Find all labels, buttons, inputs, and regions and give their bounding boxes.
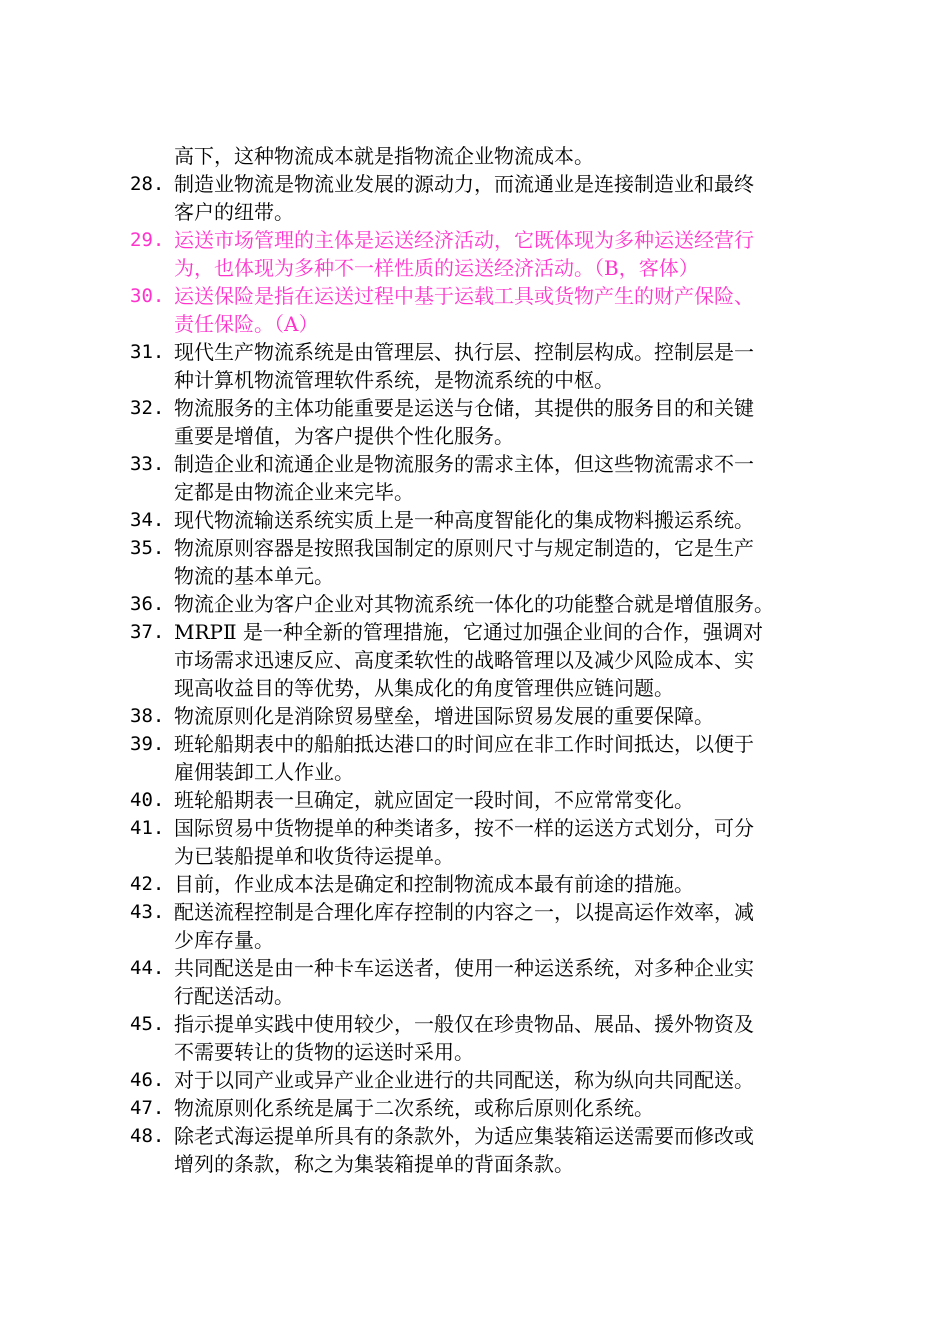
list-item — [130, 534, 830, 590]
item-number: 41. — [130, 817, 165, 839]
item-number: 42. — [130, 873, 165, 895]
list-item — [130, 730, 830, 786]
item-text: 对于以同产业或异产业企业进行的共同配送，称为纵向共同配送。 — [174, 1068, 754, 1092]
item-text: MRPⅡ 是一种全新的管理措施，它通过加强企业间的合作，强调对 市场需求迅速反应、高度柔软性的战略管理以及减少风险成本、实 现高收益目的等优势，从集成化的角度管理供应链问题。 — [174, 620, 763, 700]
item-text: 高下，这种物流成本就是指物流企业物流成本。 — [174, 144, 594, 168]
item-number: 34. — [130, 509, 165, 531]
item-text: 现代生产物流系统是由管理层、执行层、控制层构成。控制层是一 种计算机物流管理软件系统，是物流系统的中枢。 — [174, 340, 754, 392]
item-text: 物流原则化是消除贸易壁垒，增进国际贸易发展的重要保障。 — [174, 704, 714, 728]
item-text: 运送市场管理的主体是运送经济活动，它既体现为多种运送经营行 为，也体现为多种不一样性质的运送经济活动。（B，客体） — [174, 228, 754, 280]
item-number: 29. — [130, 229, 165, 251]
item-number: 32. — [130, 397, 165, 419]
list-item — [130, 142, 830, 170]
list-item — [130, 338, 830, 394]
list-item — [130, 394, 830, 450]
item-number: 43. — [130, 901, 165, 923]
list-item-highlighted — [130, 282, 830, 338]
item-text: 共同配送是由一种卡车运送者，使用一种运送系统，对多种企业实 行配送活动。 — [174, 956, 754, 1008]
item-text: 运送保险是指在运送过程中基于运载工具或货物产生的财产保险、 责任保险。（A） — [174, 284, 754, 336]
list-item-highlighted — [130, 226, 830, 282]
item-number: 28. — [130, 173, 165, 195]
item-number: 38. — [130, 705, 165, 727]
list-item — [130, 1066, 830, 1094]
item-text: 目前，作业成本法是确定和控制物流成本最有前途的措施。 — [174, 872, 694, 896]
item-text: 制造企业和流通企业是物流服务的需求主体，但这些物流需求不一 定都是由物流企业来完毕。 — [174, 452, 754, 504]
item-number: 33. — [130, 453, 165, 475]
list-item — [130, 618, 830, 702]
item-text: 指示提单实践中使用较少，一般仅在珍贵物品、展品、援外物资及 不需要转让的货物的运送时采用。 — [174, 1012, 754, 1064]
item-number: 44. — [130, 957, 165, 979]
list-item — [130, 954, 830, 1010]
item-number: 45. — [130, 1013, 165, 1035]
list-item — [130, 814, 830, 870]
list-item — [130, 590, 830, 618]
item-text: 现代物流输送系统实质上是一种高度智能化的集成物料搬运系统。 — [174, 508, 754, 532]
list-item — [130, 170, 830, 226]
item-number: 36. — [130, 593, 165, 615]
item-number: 39. — [130, 733, 165, 755]
item-text: 制造业物流是物流业发展的源动力，而流通业是连接制造业和最终 客户的纽带。 — [174, 172, 754, 224]
list-item — [130, 450, 830, 506]
item-number: 31. — [130, 341, 165, 363]
item-text: 物流原则容器是按照我国制定的原则尺寸与规定制造的，它是生产 物流的基本单元。 — [174, 536, 754, 588]
item-number: 47. — [130, 1097, 165, 1119]
list-item — [130, 1094, 830, 1122]
question-list — [130, 142, 830, 1178]
item-text: 物流服务的主体功能重要是运送与仓储，其提供的服务目的和关键 重要是增值，为客户提供个性化服务。 — [174, 396, 754, 448]
item-number: 40. — [130, 789, 165, 811]
item-number: 37. — [130, 621, 165, 643]
item-text: 物流企业为客户企业对其物流系统一体化的功能整合就是增值服务。 — [174, 592, 774, 616]
list-item — [130, 870, 830, 898]
list-item — [130, 1122, 830, 1178]
item-number: 35. — [130, 537, 165, 559]
list-item — [130, 506, 830, 534]
item-number: 46. — [130, 1069, 165, 1091]
list-item — [130, 786, 830, 814]
item-text: 物流原则化系统是属于二次系统，或称后原则化系统。 — [174, 1096, 654, 1120]
item-text: 配送流程控制是合理化库存控制的内容之一，以提高运作效率，减 少库存量。 — [174, 900, 754, 952]
item-number: 48. — [130, 1125, 165, 1147]
item-number: 30. — [130, 285, 165, 307]
list-item — [130, 1010, 830, 1066]
item-text: 班轮船期表中的船舶抵达港口的时间应在非工作时间抵达，以便于 雇佣装卸工人作业。 — [174, 732, 754, 784]
list-item — [130, 702, 830, 730]
item-text: 国际贸易中货物提单的种类诸多，按不一样的运送方式划分，可分 为已装船提单和收货待运提单。 — [174, 816, 754, 868]
item-text: 班轮船期表一旦确定，就应固定一段时间，不应常常变化。 — [174, 788, 694, 812]
list-item — [130, 898, 830, 954]
item-text: 除老式海运提单所具有的条款外，为适应集装箱运送需要而修改或 增列的条款，称之为集装箱提单的背面条款。 — [174, 1124, 754, 1176]
